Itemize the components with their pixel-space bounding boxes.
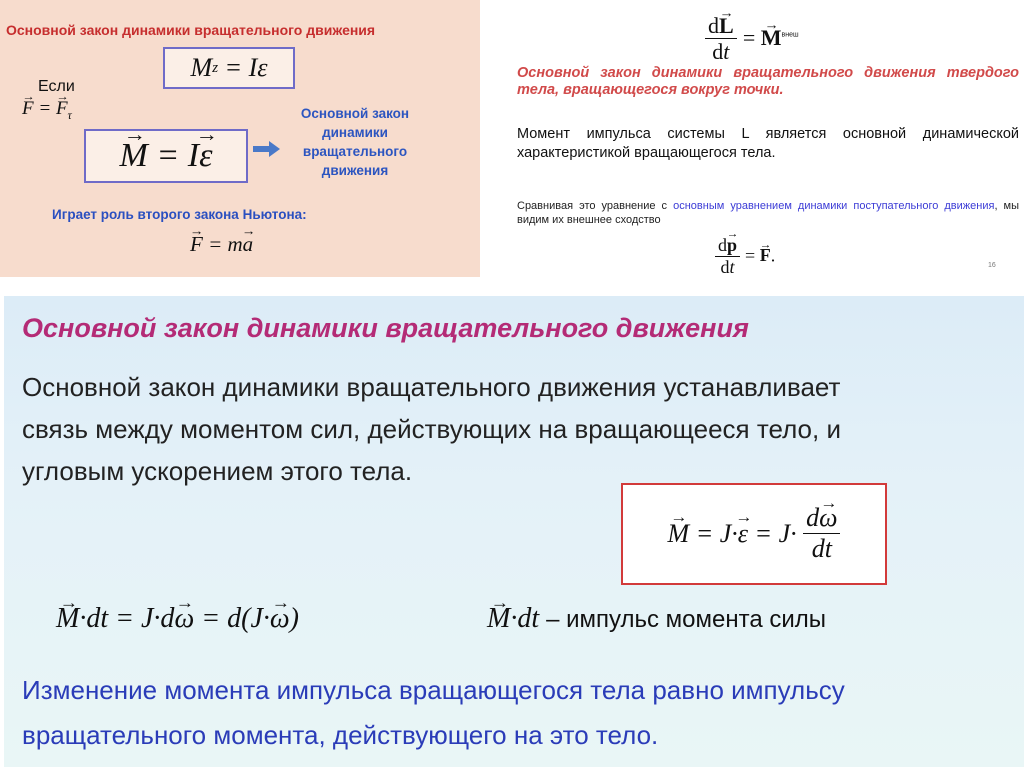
comparison-text-end: , мы видим их внешнее сходство: [517, 200, 1019, 226]
conclusion-text: [22, 668, 1022, 758]
slide-top-left-title: Основной закон динамики вращательного движения: [6, 22, 376, 38]
law-description-line: угловым ускорением этого тела.: [22, 456, 413, 486]
angular-impulse-caption: – импульс момента силы: [546, 606, 827, 633]
angular-impulse-formula: → M·dt = J·d→ ω = d(J·→ ω): [56, 603, 299, 635]
conclusion-line: вращательного момента, действующего на это тело.: [22, 720, 659, 750]
law-caption-line: вращательного: [302, 144, 408, 159]
law-caption-line: динамики: [322, 125, 388, 140]
newton-second-law-formula: → F = m→ a: [190, 232, 253, 257]
angular-momentum-equation: $\frac{d\to L}{dt}$ = → $M^{внеш}$: [705, 14, 799, 64]
newton-role-note: Играет роль второго закона Ньютона:: [52, 207, 307, 222]
law-description: [22, 366, 1024, 492]
force-condition-formula: → F = → $F_\tau$: [22, 98, 72, 123]
comparison-text-start: Сравнивая это уравнение с: [517, 200, 668, 212]
angular-momentum-text: Момент импульса системы L является основной динамической характеристикой вращающегося тела.: [517, 126, 1019, 161]
vector-law-formula-box: → M = I → ε: [84, 129, 248, 183]
linear-momentum-equation: $\frac{d\to p}{dt}$ = → F.: [715, 236, 775, 277]
conclusion-line: Изменение момента импульса вращающегося тела равно импульсу: [22, 675, 845, 705]
page-number: 16: [988, 262, 996, 269]
law-description-line: связь между моментом сил, действующих на вращающееся тело, и: [22, 414, 841, 444]
if-label: Если: [38, 78, 75, 95]
law-description-line: Основной закон динамики вращательного движения устанавливает: [22, 372, 841, 402]
scalar-law-formula-box: M z = Iε: [163, 47, 295, 89]
slide-bottom-title: Основной закон динамики вращательного движения: [22, 313, 749, 343]
rotation-law-heading: Основной закон динамики вращательного движения твердого тела, вращающегося вокруг точки.: [517, 65, 1019, 98]
angular-impulse-definition: → M·dt – импульс момента силы: [487, 603, 826, 635]
comparison-text: [517, 199, 1019, 227]
law-caption-line: Основной закон: [300, 106, 410, 121]
law-caption-line: движения: [321, 163, 389, 178]
comparison-text-highlight: основным уравнением динамики поступательного движения: [673, 200, 995, 212]
arrow-right-icon: [253, 140, 281, 158]
main-law-formula-box: → M = J· → ε = J· $\frac{d\to \omega}{dt}$: [621, 483, 887, 585]
law-caption: [280, 104, 430, 180]
